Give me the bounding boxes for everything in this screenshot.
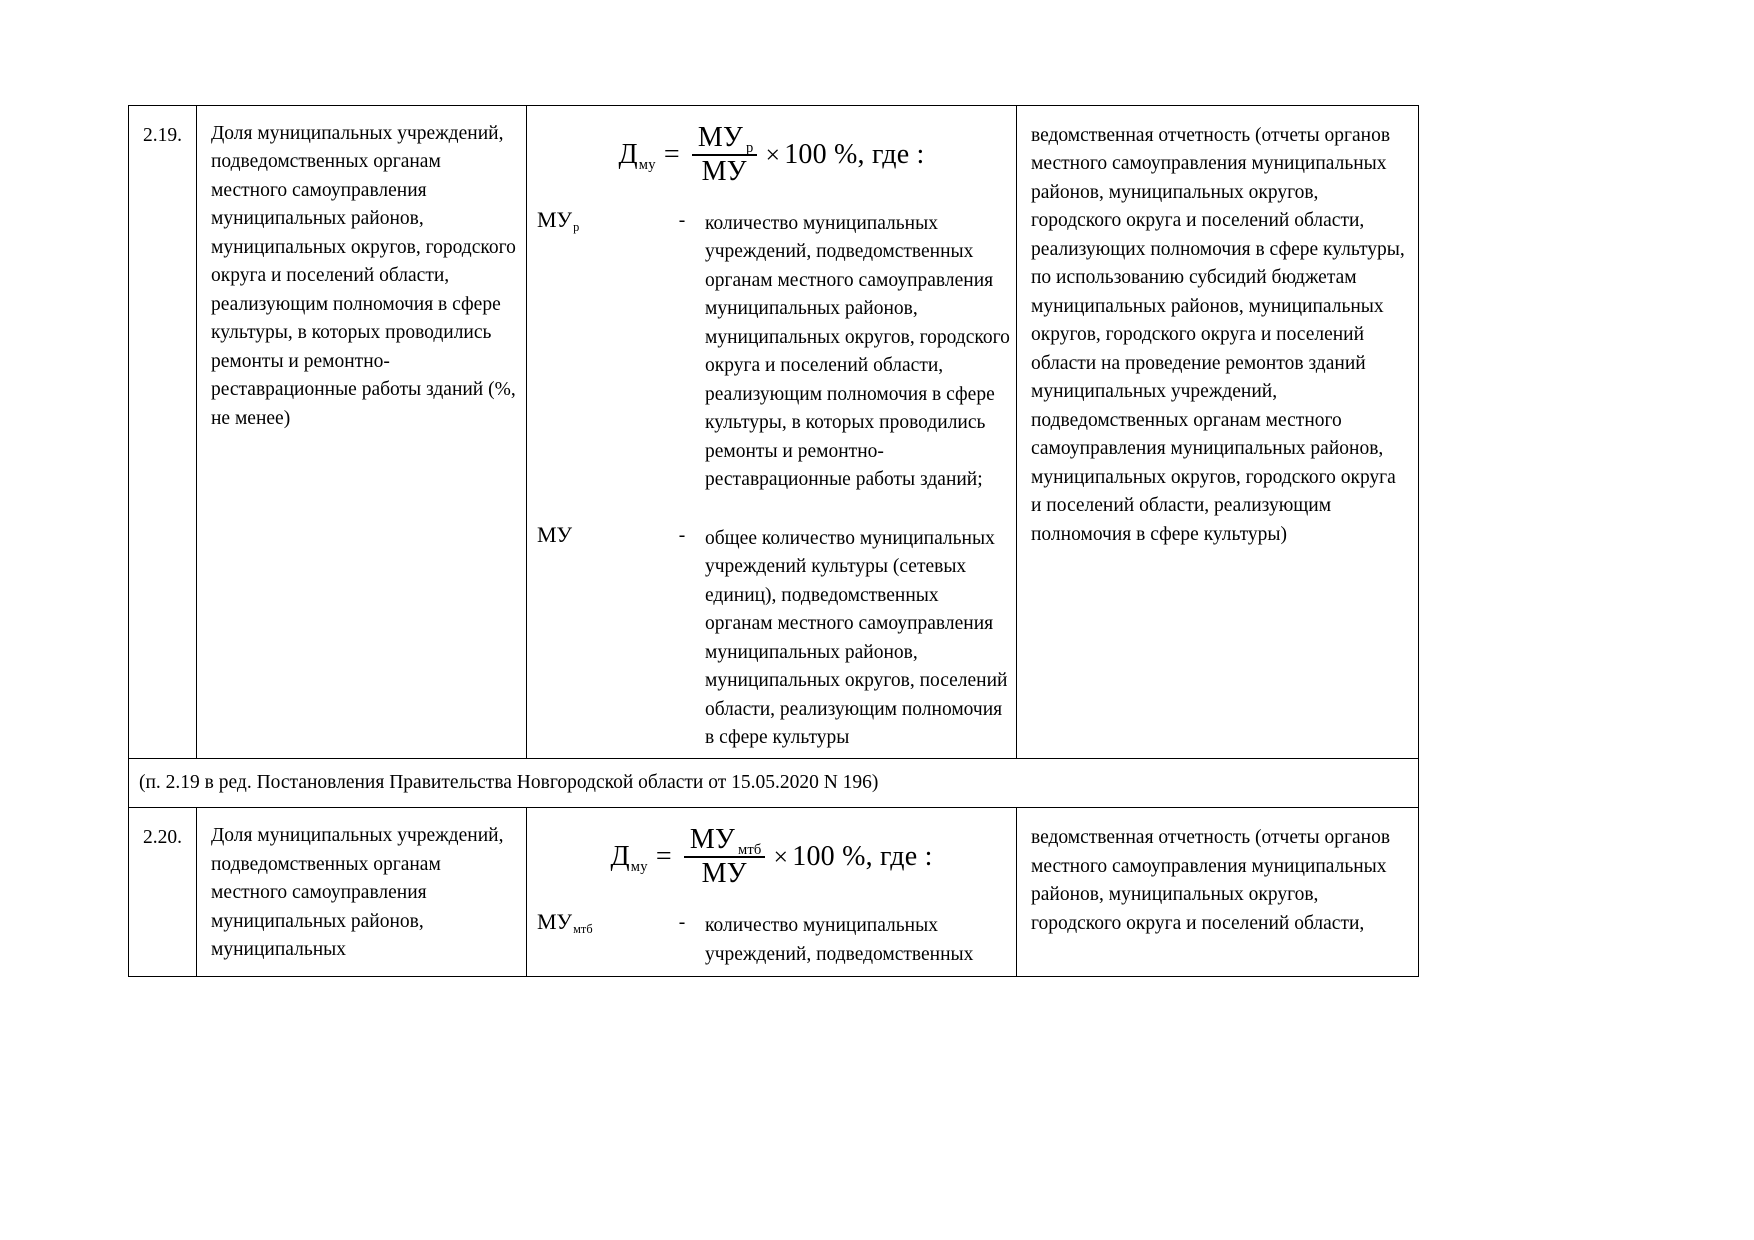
formula-lhs bbox=[610, 841, 648, 876]
amendment-note: (п. 2.19 в ред. Постановления Правительства Новгородской области от 15.05.2020 N 196) bbox=[139, 772, 879, 794]
formula-block bbox=[527, 808, 1016, 975]
formula-expression bbox=[533, 826, 1010, 888]
formula-fraction bbox=[692, 124, 757, 186]
source-text: ведомственная отчетность (отчеты органов местного самоуправления муниципальных районов, муниципальных округов, городского округа и поселений области, bbox=[1031, 827, 1391, 934]
indicators-table bbox=[128, 105, 1419, 977]
table-row bbox=[129, 808, 1419, 977]
formula-lhs bbox=[618, 139, 656, 173]
formula-tail: 100 %, где : bbox=[784, 139, 925, 170]
indicator-name-text: Доля муниципальных учреждений, подведомственных органам местного самоуправления муниципальных районов, муниципальных округов, городского округа и поселений области, реализующим полномочия в сфере культуры, в которых проводились ремонты и ремонтно-реставрационные работы зданий (%, не менее) bbox=[211, 123, 516, 429]
definition-dash: - bbox=[678, 912, 686, 934]
formula-lhs-symbol: Д bbox=[618, 139, 638, 170]
formula-numerator-subscript: мтб bbox=[737, 842, 762, 859]
source-cell bbox=[1017, 106, 1419, 759]
definition-item bbox=[533, 908, 1010, 969]
definition-dash: - bbox=[678, 210, 686, 231]
formula-denominator: МУ bbox=[701, 156, 747, 187]
formula-multiply-sign: × bbox=[773, 842, 789, 872]
row-number: 2.20. bbox=[143, 827, 182, 849]
row-number-cell bbox=[129, 106, 197, 759]
formula-equals: = bbox=[655, 841, 672, 873]
formula-numerator-subscript: р bbox=[746, 140, 754, 156]
formula-multiply-sign: × bbox=[765, 140, 781, 170]
definition-list bbox=[533, 908, 1010, 969]
indicator-name-cell bbox=[197, 808, 527, 977]
definition-dash: - bbox=[678, 524, 686, 546]
source-text: ведомственная отчетность (отчеты органов местного самоуправления муниципальных районов, муниципальных округов, городского округа и поселений области, реализующих полномочия в сфере культуры, по использованию субсидий бюджетам муниципальных районов, муниципальных округов, городского округа и поселений области на проведение ремонтов зданий муниципальных учреждений, подведомственных органам местного самоуправления муниципальных районов, муниципальных округов, городского округа и поселений области, реализующим полномочия в сфере культуры) bbox=[1031, 125, 1405, 545]
formula-cell bbox=[527, 106, 1017, 759]
formula-block bbox=[527, 106, 1016, 758]
definition-text: количество муниципальных учреждений, подведомственных органам местного самоуправления муниципальных районов, муниципальных округов, городского округа и поселений области, реализующим полномочия в сфере культуры, в которых проводились ремонты и ремонтно-реставрационные работы зданий; bbox=[705, 213, 1010, 491]
table-note-row bbox=[129, 759, 1419, 808]
formula-denominator: МУ bbox=[701, 858, 747, 890]
definition-text: общее количество муниципальных учреждений культуры (сетевых единиц), подведомственных органам местного самоуправления муниципальных районов, муниципальных округов, поселений области, реализующим полномочия в сфере культуры bbox=[705, 527, 1008, 748]
formula-lhs-subscript: му bbox=[638, 157, 656, 173]
table-row bbox=[129, 106, 1419, 759]
definition-symbol-subscript: мтб bbox=[573, 922, 593, 937]
definition-symbol-base: МУ bbox=[537, 521, 573, 547]
definition-symbol bbox=[533, 908, 659, 969]
definition-symbol-subscript: р bbox=[573, 220, 580, 234]
formula-fraction bbox=[684, 826, 765, 888]
indicator-name-cell bbox=[197, 106, 527, 759]
formula-cell bbox=[527, 808, 1017, 977]
row-number: 2.19. bbox=[143, 125, 182, 146]
row-number-cell bbox=[129, 808, 197, 977]
formula-tail: 100 %, где : bbox=[792, 841, 933, 873]
definition-symbol bbox=[533, 521, 659, 753]
definition-list bbox=[533, 206, 1010, 752]
indicator-name-text: Доля муниципальных учреждений, подведомственных органам местного самоуправления муниципальных районов, муниципальных bbox=[211, 825, 504, 960]
definition-item bbox=[533, 521, 1010, 753]
definition-item bbox=[533, 206, 1010, 495]
source-cell bbox=[1017, 808, 1419, 977]
formula-numerator bbox=[692, 124, 757, 156]
formula-expression bbox=[533, 124, 1010, 186]
definition-symbol-base: МУ bbox=[537, 207, 573, 232]
formula-numerator-symbol: МУ bbox=[689, 824, 735, 856]
definition-symbol bbox=[533, 206, 659, 495]
formula-numerator-symbol: МУ bbox=[697, 122, 744, 153]
formula-lhs-symbol: Д bbox=[610, 841, 630, 873]
formula-numerator bbox=[684, 826, 765, 858]
formula-equals: = bbox=[663, 139, 680, 170]
definition-symbol-base: МУ bbox=[537, 909, 573, 935]
note-cell bbox=[129, 759, 1419, 808]
definition-text: количество муниципальных учреждений, подведомственных bbox=[705, 915, 974, 965]
formula-lhs-subscript: му bbox=[630, 859, 648, 876]
